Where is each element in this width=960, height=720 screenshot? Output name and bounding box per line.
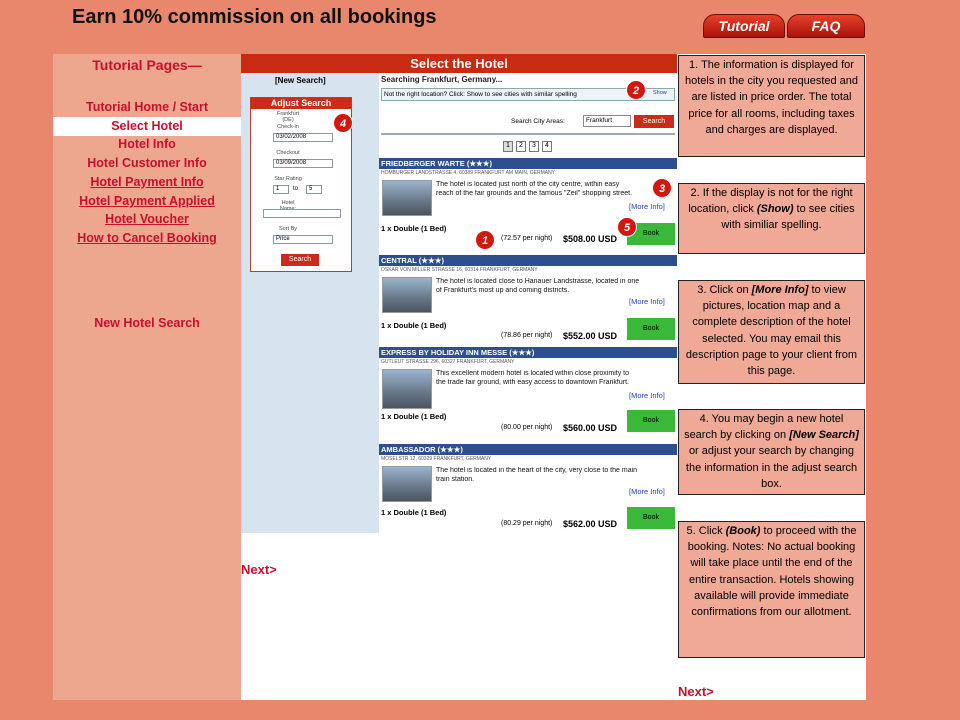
hotel-desc-4a: The hotel is located in the heart of the city, very close to the main	[436, 467, 638, 474]
marker-5: 5	[617, 217, 637, 237]
note-4-pre: 4. You may begin a new hotel search by clicking on	[684, 413, 844, 442]
sidebar-item-select-hotel[interactable]: Select Hotel	[53, 117, 241, 136]
search-panel	[241, 73, 379, 533]
hotel-photo-4	[382, 466, 432, 502]
note-5	[678, 521, 865, 658]
price-4: $562.00 USD	[563, 519, 618, 529]
tutorial-sidebar	[53, 54, 241, 700]
hotel-desc-2b: of Frankfurt's most up and coming districts.	[436, 287, 570, 294]
checkout-field[interactable]: 03/09/2008	[273, 159, 333, 168]
price-3: $560.00 USD	[563, 423, 618, 433]
marker-4: 4	[333, 113, 353, 133]
hotel-name-1[interactable]: FRIEDBERGER WARTE (★★★)	[379, 158, 677, 169]
checkin-label: Check-in	[277, 124, 299, 130]
price-2: $552.00 USD	[563, 331, 618, 341]
hotel-desc-4b: train station.	[436, 476, 475, 483]
main-panel	[241, 533, 677, 700]
tutorial-button[interactable]: Tutorial	[703, 14, 785, 38]
star-to-text: to	[293, 186, 299, 192]
hotel-address-3: GUTLEUT STRASSE 296, 60327 FRANKFURT, GERMANY	[381, 359, 515, 365]
hotel-desc-1a: The hotel is located just north of the city centre, within easy	[436, 181, 620, 188]
page-headline: Earn 10% commission on all bookings	[72, 6, 437, 28]
main-title: Select the Hotel	[241, 54, 677, 73]
sidebar-item-hotel-info[interactable]: Hotel Info	[118, 137, 176, 151]
marker-3: 3	[652, 178, 672, 198]
note-4	[678, 409, 865, 495]
more-info-link-2[interactable]: [More Info]	[629, 297, 665, 306]
star-rating-label: Star Rating	[274, 176, 302, 182]
page-4[interactable]: 4	[542, 141, 552, 152]
hotel-name-2[interactable]: CENTRAL (★★★)	[379, 255, 677, 266]
search-button[interactable]: Search	[281, 254, 319, 266]
sidebar-item-new-hotel-search[interactable]: New Hotel Search	[94, 316, 200, 330]
city-areas-label: Search City Areas:	[511, 118, 565, 125]
room-type-1: 1 x Double (1 Bed)	[381, 224, 447, 233]
adjust-search-header: Adjust Search	[251, 98, 351, 109]
star-to-select[interactable]: 5	[306, 185, 322, 194]
more-info-link-3[interactable]: [More Info]	[629, 391, 665, 400]
rate-1: (72.57 per night)	[501, 235, 553, 242]
page-3[interactable]: 3	[529, 141, 539, 152]
hotel-desc-3b: the trade fair ground, with easy access to downtown Frankfurt.	[436, 379, 629, 386]
location-check-text: Not the right location? Click: Show to see cities with similar spelling	[384, 91, 577, 98]
note-4-post: or adjust your search by changing the information in the adjust search box.	[685, 445, 858, 490]
note-5-em: (Book)	[725, 525, 761, 537]
note-1	[678, 55, 865, 157]
sidebar-item-hotel-voucher[interactable]: Hotel Voucher	[105, 212, 189, 226]
page-2[interactable]: 2	[516, 141, 526, 152]
note-2-post: to see cities with similiar spelling.	[721, 203, 855, 232]
city-area-select[interactable]: Frankfurt	[583, 115, 631, 127]
hotel-name-field[interactable]	[263, 209, 341, 218]
city-value: Frankfurt (DE)	[276, 111, 299, 123]
note-3	[678, 280, 865, 384]
hotel-photo-3	[382, 369, 432, 409]
hotel-name-4[interactable]: AMBASSADOR (★★★)	[379, 444, 677, 455]
hotel-desc-2a: The hotel is located close to Hanauer Landstrasse, located in one	[436, 278, 640, 285]
sidebar-item-hotel-customer-info[interactable]: Hotel Customer Info	[87, 156, 207, 170]
show-link[interactable]: Show	[653, 90, 667, 96]
marker-1: 1	[475, 230, 495, 250]
divider	[381, 133, 675, 135]
marker-2: 2	[626, 80, 646, 100]
book-button-2[interactable]: Book	[627, 318, 675, 340]
sidebar-item-hotel-payment-applied[interactable]: Hotel Payment Applied	[79, 194, 215, 208]
note-3-pre: 3. Click on	[697, 284, 752, 296]
faq-button[interactable]: FAQ	[787, 14, 865, 38]
rate-4: (80.29 per night)	[501, 520, 553, 527]
book-button-4[interactable]: Book	[627, 507, 675, 529]
hotel-desc-1b: reach of the fair grounds and the famous "Zeil" shopping street.	[436, 190, 633, 197]
note-5-pre: 5. Click	[686, 525, 726, 537]
note-2-em: (Show)	[756, 203, 794, 216]
room-type-4: 1 x Double (1 Bed)	[381, 508, 447, 517]
sidebar-item-hotel-payment-info[interactable]: Hotel Payment Info	[90, 175, 204, 189]
checkout-label: Checkout	[276, 150, 300, 156]
note-1-text: 1. The information is displayed for hotels in the city you requested and are listed in price order. The total price for all rooms, including taxes and charges are displayed.	[684, 59, 859, 136]
new-search-link[interactable]: [New Search]	[275, 76, 326, 85]
note-3-em: [More Info]	[751, 284, 809, 296]
next-link-main[interactable]: Next>	[241, 562, 277, 577]
more-info-link-1[interactable]: [More Info]	[629, 202, 665, 211]
searching-text: Searching Frankfurt, Germany...	[381, 75, 503, 84]
room-type-3: 1 x Double (1 Bed)	[381, 412, 447, 421]
hotel-name-3[interactable]: EXPRESS BY HOLIDAY INN MESSE (★★★)	[379, 347, 677, 358]
hotel-address-2: OSKAR VON MILLER STRASSE 16, 60314 FRANKFURT, GERMANY	[381, 267, 538, 273]
rate-3: (80.00 per night)	[501, 424, 553, 431]
rate-2: (78.86 per night)	[501, 332, 553, 339]
hotel-desc-3a: This excellent modern hotel is located within close proximity to	[436, 370, 629, 377]
checkin-field[interactable]: 03/02/2008	[273, 133, 333, 142]
hotel-address-1: HOMBURGER LANDSTRASSE 4, 60389 FRANKFURT AM MAIN, GERMANY	[381, 170, 556, 176]
city-search-button[interactable]: Search	[634, 115, 674, 128]
next-link-right[interactable]: Next>	[678, 684, 714, 699]
sidebar-item-how-to-cancel[interactable]: How to Cancel Booking	[77, 231, 217, 245]
sidebar-item-tutorial-home[interactable]: Tutorial Home / Start	[85, 100, 208, 114]
book-button-3[interactable]: Book	[627, 410, 675, 432]
note-2	[678, 183, 865, 254]
note-3-post: to view pictures, location map and a complete description of the hotel selected. You may email this description page to your client from this page.	[685, 284, 858, 378]
note-2-pre: 2. If the display is not for the right location, click	[688, 187, 853, 216]
room-type-2: 1 x Double (1 Bed)	[381, 321, 447, 330]
hotel-address-4: MOSELSTR 12, 60329 FRANKFURT, GERMANY	[381, 456, 492, 462]
sort-by-select[interactable]: Price	[273, 235, 333, 244]
star-from-select[interactable]: 1	[273, 185, 289, 194]
hotel-name-label: Hotel	[281, 200, 295, 206]
hotel-photo-2	[382, 277, 432, 313]
sort-by-label: Sort By	[278, 226, 298, 232]
pagination	[503, 141, 552, 152]
sidebar-title: Tutorial Pages—	[92, 57, 202, 73]
book-button-1[interactable]: Book	[627, 223, 675, 245]
price-1: $508.00 USD	[563, 234, 618, 244]
page-1[interactable]: 1	[503, 141, 513, 152]
hotel-photo-1	[382, 180, 432, 216]
note-4-em: [New Search]	[789, 429, 859, 442]
note-5-post: to proceed with the booking. Notes: No actual booking will take place until the end of the entire transaction. Hotels showing available will provide immediate confirmations from our allotment.	[687, 525, 857, 619]
embedded-screenshot	[241, 73, 677, 533]
more-info-link-4[interactable]: [More Info]	[629, 487, 665, 496]
